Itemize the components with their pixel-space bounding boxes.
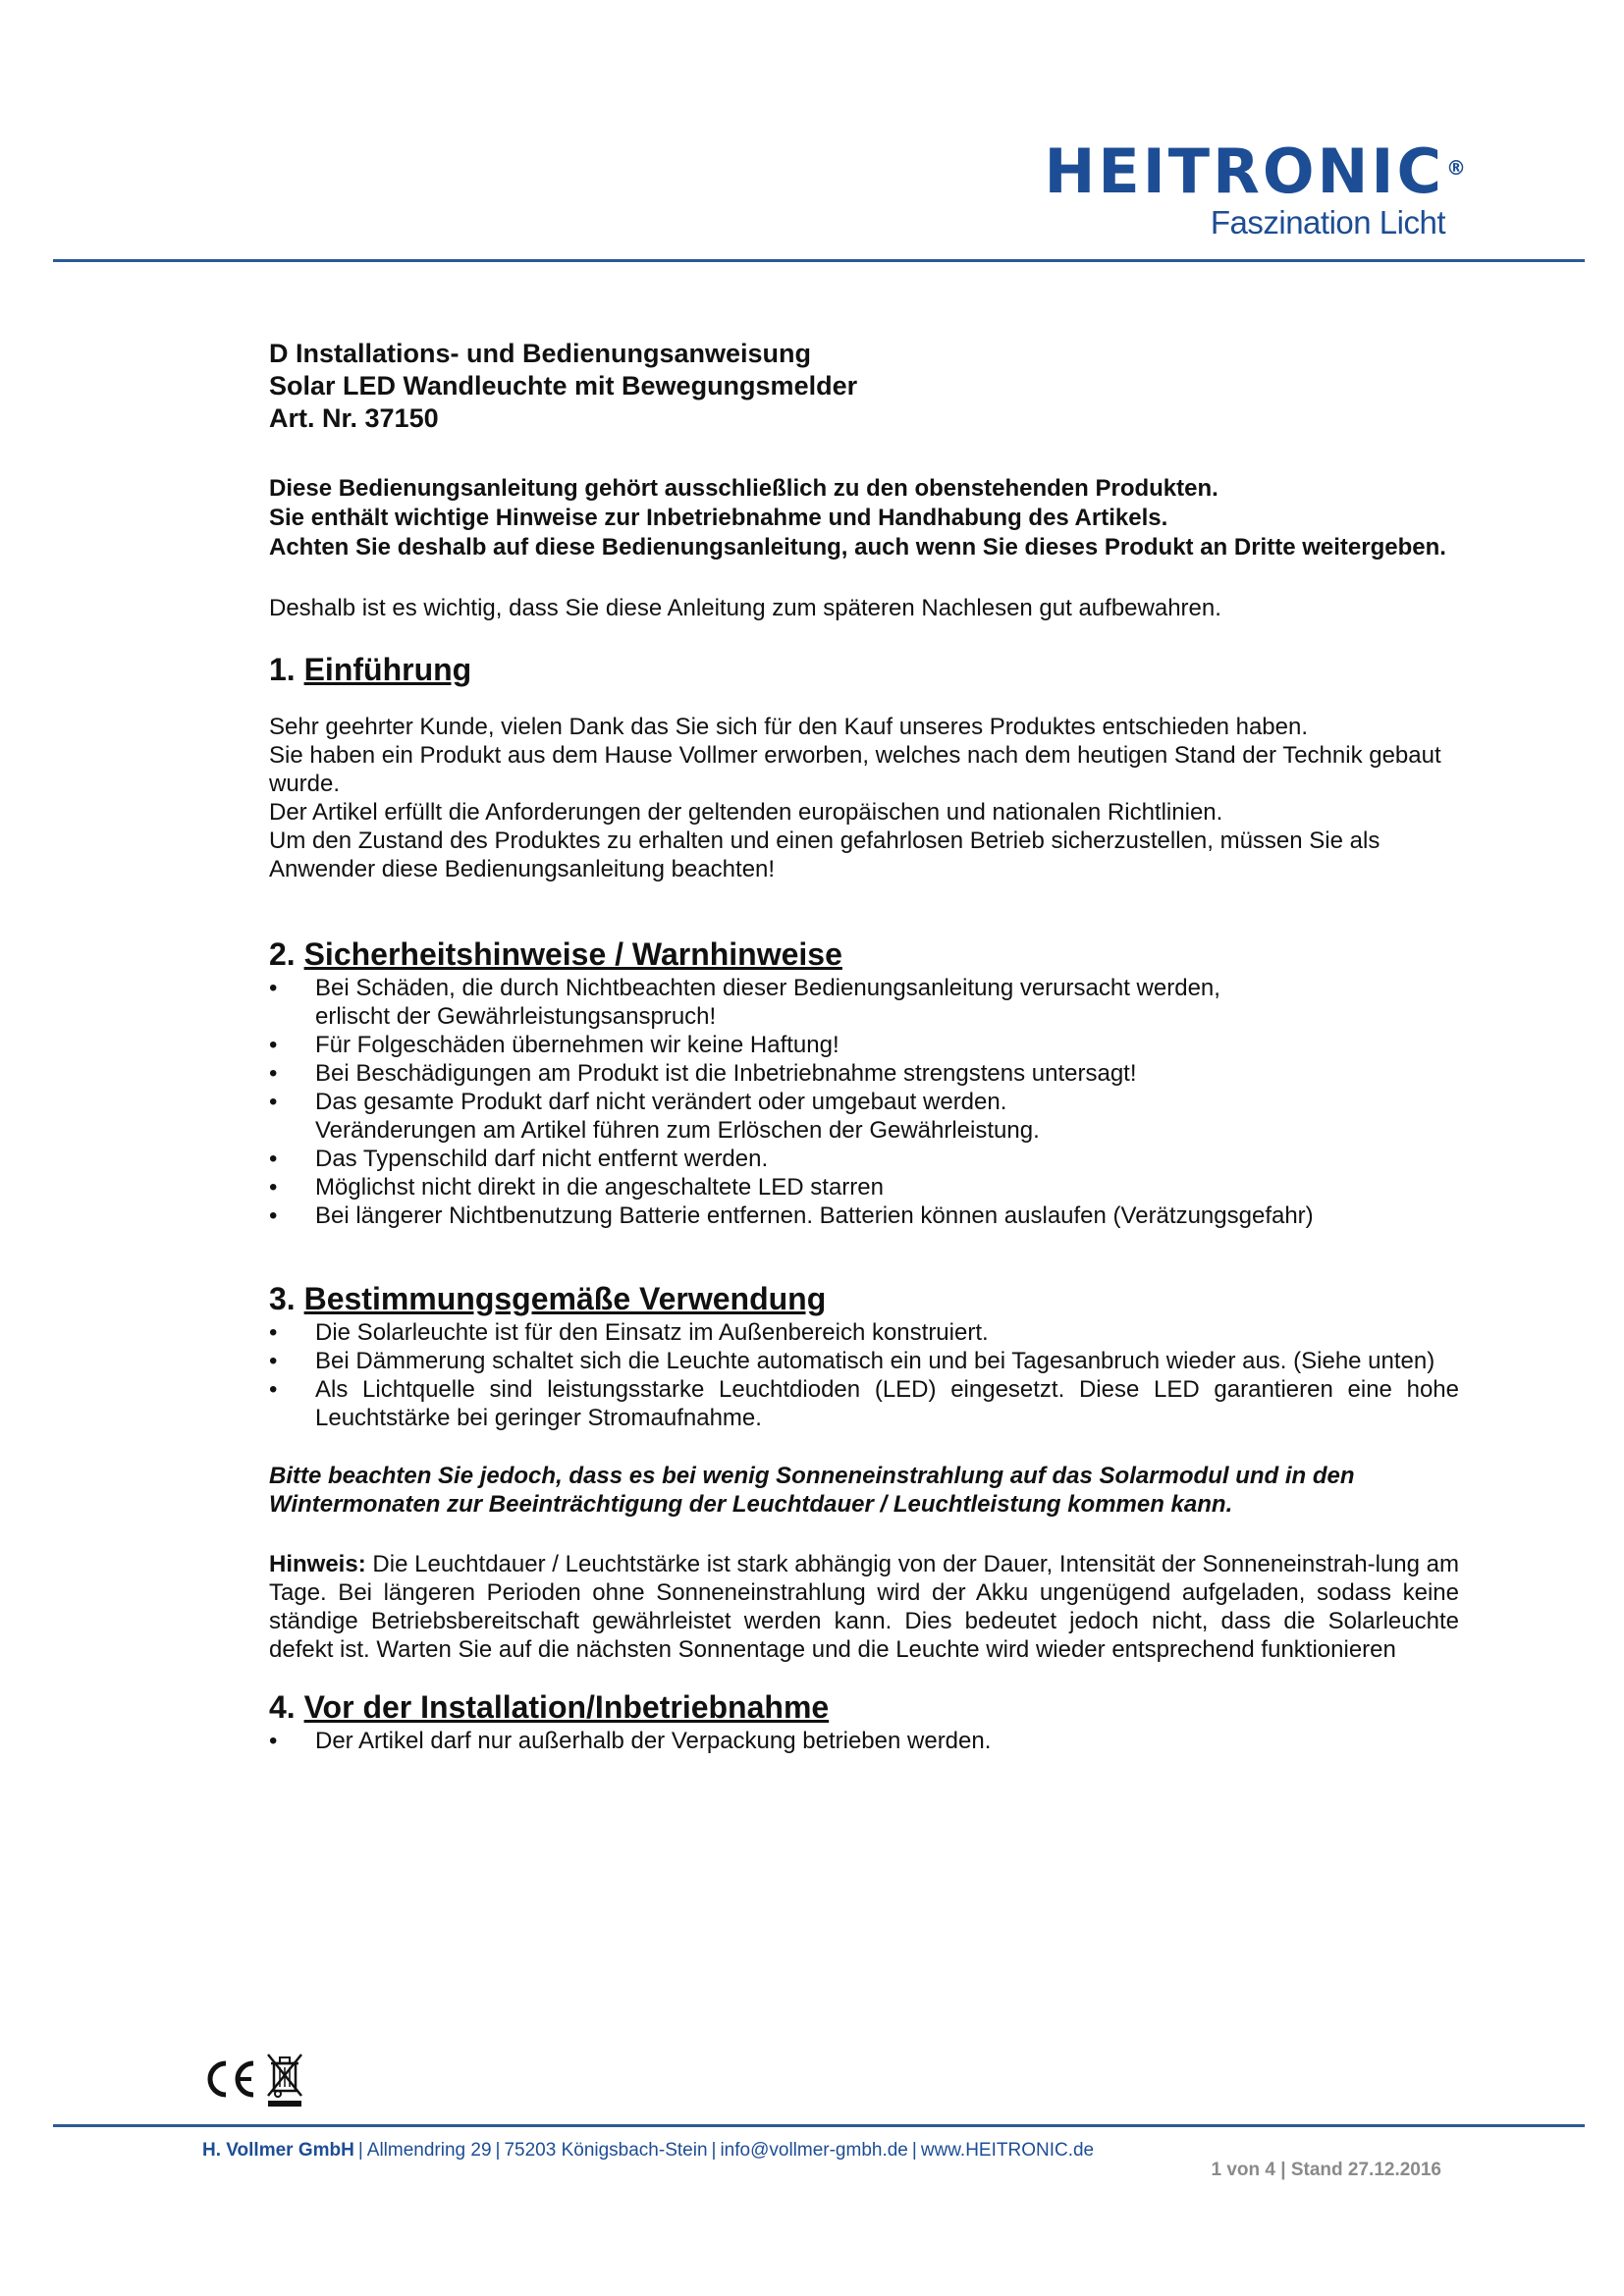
intro-line-2: Sie enthält wichtige Hinweise zur Inbetriebnahme und Handhabung des Artikels.: [269, 505, 1168, 531]
list-item: • Der Artikel darf nur außerhalb der Verpackung betrieben werden.: [269, 1727, 1459, 1755]
footer-company: H. Vollmer GmbH: [202, 2140, 354, 2161]
hint-label: Hinweis:: [269, 1551, 366, 1577]
brand-tagline: Faszination Licht: [1210, 204, 1445, 240]
section-4-number: 4.: [269, 1689, 296, 1725]
section-3-heading: [269, 1279, 1459, 1318]
list-item-text: Bei Schäden, die durch Nichtbeachten dieser Bedienungsanleitung verursacht werden,: [315, 975, 1220, 1001]
warning-line: Wintermonaten zur Beeinträchtigung der Leuchtdauer / Leuchtleistung kommen kann.: [269, 1491, 1233, 1518]
usage-list: [269, 1318, 1459, 1432]
section-1-paragraph: Um den Zustand des Produktes zu erhalten und einen gefahrlosen Betrieb sicherzustellen, müssen Sie als Anwender diese Bedienungsanleitung beachten!: [269, 828, 1380, 882]
section-1-text: [269, 713, 1459, 883]
registered-mark: ®: [1446, 156, 1469, 180]
section-2-number: 2.: [269, 936, 296, 972]
intro-notice: [269, 474, 1459, 562]
section-2-title: Sicherheitshinweise / Warnhinweise: [303, 936, 842, 972]
section-1-paragraph: Sehr geehrter Kunde, vielen Dank das Sie sich für den Kauf unseres Produktes entschieden haben.: [269, 714, 1309, 740]
crossed-out-bin-icon: [265, 2052, 304, 2109]
section-4-heading: [269, 1687, 1459, 1727]
section-1-title: Einführung: [303, 652, 472, 687]
list-item: [269, 974, 1459, 1031]
list-item: [269, 1201, 1459, 1230]
list-item-text: Bei längerer Nichtbenutzung Batterie entfernen. Batterien können auslaufen (Verätzungsgefahr): [315, 1202, 1314, 1229]
footer-street: Allmendring 29: [366, 2140, 492, 2161]
footer-separator: |: [357, 2140, 363, 2161]
brand-logo: [1044, 135, 1469, 241]
list-item: • Als Lichtquelle sind leistungsstarke Leuchtdioden (LED) eingesetzt. Diese LED garantieren eine hohe Leuchtstärke bei geringer Stromaufnahme.: [269, 1375, 1459, 1432]
section-1-number: 1.: [269, 652, 296, 687]
section-1-heading: [269, 650, 1459, 689]
hint-paragraph: [269, 1550, 1459, 1664]
list-item: • Die Solarleuchte ist für den Einsatz im Außenbereich konstruiert.: [269, 1318, 1459, 1347]
list-item: [269, 1145, 1459, 1173]
footer-separator: |: [911, 2140, 917, 2161]
section-1-paragraph: Sie haben ein Produkt aus dem Hause Vollmer erworben, welches nach dem heutigen Stand der Technik gebaut wurde.: [269, 742, 1441, 797]
title-line-3: Art. Nr. 37150: [269, 403, 439, 433]
list-item-text: erlischt der Gewährleistungsanspruch!: [315, 1003, 717, 1030]
list-item-text: Das gesamte Produkt darf nicht verändert oder umgebaut werden.: [315, 1089, 1007, 1115]
list-item-text: Bei Beschädigungen am Produkt ist die Inbetriebnahme strengstens untersagt!: [315, 1060, 1137, 1087]
document-body: [269, 338, 1459, 1755]
list-item: [269, 1031, 1459, 1059]
section-1-paragraph: Der Artikel erfüllt die Anforderungen der geltenden europäischen und nationalen Richtlinien.: [269, 799, 1223, 826]
list-item: • Bei Dämmerung schaltet sich die Leuchte automatisch ein und bei Tagesanbruch wieder aus. (Siehe unten): [269, 1347, 1459, 1375]
page-info: 1 von 4 | Stand 27.12.2016: [1211, 2160, 1441, 2180]
ce-mark-icon: [202, 2057, 257, 2101]
section-2-heading: [269, 934, 1459, 974]
installation-list: [269, 1727, 1459, 1755]
footer-website[interactable]: www.HEITRONIC.de: [920, 2140, 1095, 2161]
intro-note: Deshalb ist es wichtig, dass Sie diese Anleitung zum späteren Nachlesen gut aufbewahren.: [269, 595, 1221, 621]
footer-address: [202, 2140, 1094, 2162]
list-item: [269, 1059, 1459, 1088]
brand-name: [1044, 135, 1469, 207]
footer-city: 75203 Königsbach-Stein: [504, 2140, 708, 2161]
list-item-text: Das Typenschild darf nicht entfernt werden.: [315, 1146, 769, 1172]
header-divider: [53, 259, 1585, 262]
list-item-text: Für Folgeschäden übernehmen wir keine Haftung!: [315, 1032, 839, 1058]
intro-line-1: Diese Bedienungsanleitung gehört ausschließlich zu den obenstehenden Produkten.: [269, 475, 1218, 502]
title-line-1: D Installations- und Bedienungsanweisung: [269, 339, 812, 368]
footer-email[interactable]: info@vollmer-gmbh.de: [720, 2140, 908, 2161]
safety-list: [269, 974, 1459, 1230]
list-item-text: Möglichst nicht direkt in die angeschaltete LED starren: [315, 1174, 884, 1201]
warning-line: Bitte beachten Sie jedoch, dass es bei wenig Sonneneinstrahlung auf das Solarmodul und in den: [269, 1463, 1355, 1489]
intro-line-3: Achten Sie deshalb auf diese Bedienungsanleitung, auch wenn Sie dieses Produkt an Dritte weitergeben.: [269, 534, 1446, 561]
solar-warning: [269, 1462, 1459, 1519]
brand-name-text: HEITRONIC: [1044, 135, 1444, 207]
section-3-title: Bestimmungsgemäße Verwendung: [303, 1281, 827, 1316]
section-4-title: Vor der Installation/Inbetriebnahme: [303, 1689, 830, 1725]
list-item-text: Veränderungen am Artikel führen zum Erlöschen der Gewährleistung.: [315, 1117, 1040, 1144]
list-item: [269, 1173, 1459, 1201]
footer-divider: [53, 2124, 1585, 2127]
hint-text: Die Leuchtdauer / Leuchtstärke ist stark abhängig von der Dauer, Intensität der Sonneneinstrah-lung am Tage. Bei längeren Perioden ohne Sonneneinstrahlung wird der Akku ungenügend aufgeladen, sodass keine ständige Betriebsbereitschaft gewährleistet werden kann. Dies bedeutet jedoch nicht, dass die Solarleuchte defekt ist. Warten Sie auf die nächsten Sonnentage und die Leuchte wird wieder entsprechend funktionieren: [269, 1551, 1459, 1663]
footer-separator: |: [495, 2140, 501, 2161]
footer-separator: |: [711, 2140, 717, 2161]
list-item: [269, 1088, 1459, 1145]
document-title: [269, 338, 1459, 435]
section-3-number: 3.: [269, 1281, 296, 1316]
title-line-2: Solar LED Wandleuchte mit Bewegungsmelder: [269, 371, 858, 400]
